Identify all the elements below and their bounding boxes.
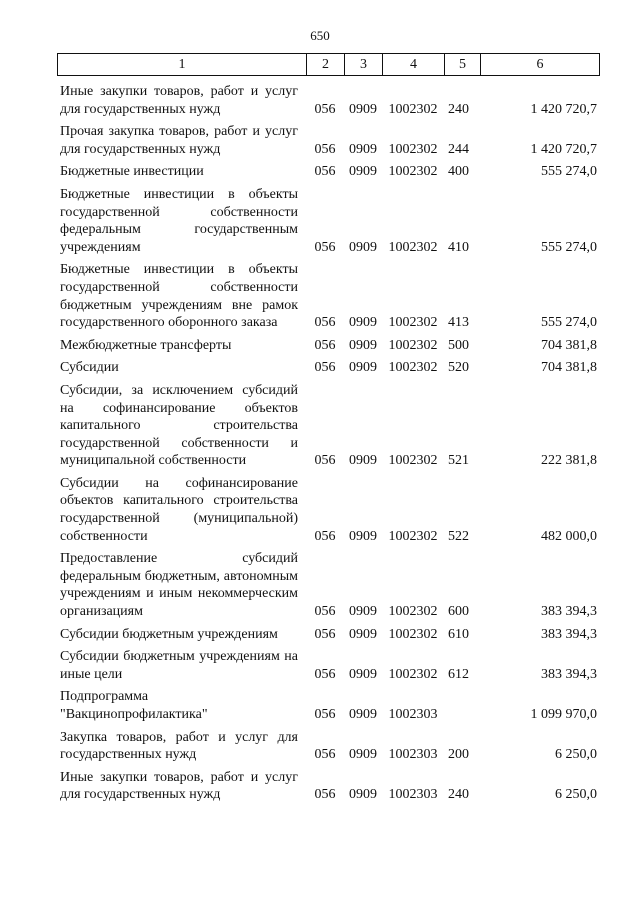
table-row — [57, 545, 599, 620]
row-gr-code: 056 — [314, 337, 336, 353]
row-name: Субсидии — [60, 360, 119, 376]
header-col-2: 2 — [307, 54, 345, 76]
row-section-code: 0909 — [349, 747, 377, 763]
row-section-code: 0909 — [349, 239, 377, 255]
row-target-code: 1002302 — [388, 164, 438, 180]
row-target-code: 1002303 — [388, 787, 438, 803]
row-section-code: 0909 — [349, 604, 377, 620]
header-row — [58, 54, 600, 76]
row-gr-code: 056 — [314, 528, 336, 544]
row-gr-code: 056 — [314, 101, 336, 117]
row-section-code: 0909 — [349, 666, 377, 682]
table-row — [57, 354, 599, 377]
row-target-code: 1002303 — [388, 747, 438, 763]
row-expense-type-code: 600 — [448, 604, 469, 620]
row-gr-code: 056 — [314, 164, 336, 180]
row-target-code: 1002302 — [388, 315, 438, 331]
row-section-code: 0909 — [349, 337, 377, 353]
row-amount: 482 000,0 — [541, 528, 597, 544]
row-name: Иные закупки товаров, работ и услуг для государственных нужд — [60, 84, 298, 117]
row-name: Субсидии на софинансирование объектов капитального строительства государственной (муниципальной) собственности — [60, 475, 298, 544]
row-target-code: 1002302 — [388, 141, 438, 157]
row-gr-code: 056 — [314, 747, 336, 763]
table-row — [57, 621, 599, 644]
budget-table — [57, 78, 599, 804]
table-row — [57, 643, 599, 683]
row-amount: 555 274,0 — [541, 164, 597, 180]
row-section-code: 0909 — [349, 101, 377, 117]
row-section-code: 0909 — [349, 360, 377, 376]
row-name: Субсидии бюджетным учреждениям — [60, 626, 278, 642]
row-gr-code: 056 — [314, 604, 336, 620]
table-row — [57, 332, 599, 355]
row-target-code: 1002302 — [388, 604, 438, 620]
row-name: Бюджетные инвестиции в объекты государственной собственности федеральным государственным учреждениям — [60, 186, 298, 255]
row-amount: 1 099 970,0 — [530, 707, 597, 722]
table-row — [57, 78, 599, 118]
row-target-code: 1002302 — [388, 239, 438, 255]
row-expense-type-code: 400 — [448, 164, 469, 180]
row-target-code: 1002303 — [388, 707, 438, 722]
row-expense-type-code: 410 — [448, 239, 469, 255]
table-header — [57, 53, 600, 76]
row-target-code: 1002302 — [388, 626, 438, 642]
row-name: Прочая закупка товаров, работ и услуг для государственных нужд — [60, 124, 298, 157]
row-expense-type-code: 240 — [448, 787, 469, 803]
row-amount: 6 250,0 — [555, 787, 597, 803]
row-expense-type-code: 413 — [448, 315, 469, 331]
row-expense-type-code: 612 — [448, 666, 469, 682]
row-name: Подпрограмма "Вакцинопрофилактика" — [60, 689, 208, 722]
table-row — [57, 764, 599, 804]
row-section-code: 0909 — [349, 787, 377, 803]
row-amount: 1 420 720,7 — [530, 141, 597, 157]
row-target-code: 1002302 — [388, 528, 438, 544]
row-target-code: 1002302 — [388, 360, 438, 376]
row-gr-code: 056 — [314, 360, 336, 376]
row-gr-code: 056 — [314, 626, 336, 642]
row-expense-type-code: 610 — [448, 626, 469, 642]
row-name: Субсидии, за исключением субсидий на софинансирование объектов капитального строительства государственной собственности и муниципальной собственности — [60, 382, 298, 469]
row-name: Закупка товаров, работ и услуг для государственных нужд — [60, 729, 298, 763]
row-amount: 704 381,8 — [541, 360, 597, 376]
row-expense-type-code: 244 — [448, 141, 469, 157]
row-expense-type-code — [444, 683, 480, 723]
row-gr-code: 056 — [314, 315, 336, 331]
row-amount: 383 394,3 — [541, 604, 597, 620]
row-name: Иные закупки товаров, работ и услуг для государственных нужд — [60, 769, 298, 803]
row-section-code: 0909 — [349, 453, 377, 469]
row-name: Предоставление субсидий федеральным бюджетным, автономным учреждениям и иным некоммерческим организациям — [60, 551, 298, 620]
row-target-code: 1002302 — [388, 666, 438, 682]
row-section-code: 0909 — [349, 626, 377, 642]
row-name: Межбюджетные трансферты — [60, 337, 232, 353]
row-section-code: 0909 — [349, 164, 377, 180]
table-row — [57, 724, 599, 764]
table-row — [57, 256, 599, 331]
row-gr-code: 056 — [314, 666, 336, 682]
table-row — [57, 118, 599, 158]
row-gr-code: 056 — [314, 787, 336, 803]
row-section-code: 0909 — [349, 528, 377, 544]
row-amount: 704 381,8 — [541, 337, 597, 353]
budget-table-body — [57, 78, 599, 804]
table-row — [57, 158, 599, 181]
row-name: Бюджетные инвестиции — [60, 164, 204, 180]
row-amount: 383 394,3 — [541, 666, 597, 682]
row-gr-code: 056 — [314, 141, 336, 157]
row-target-code: 1002302 — [388, 101, 438, 117]
row-amount: 383 394,3 — [541, 626, 597, 642]
row-expense-type-code: 200 — [448, 747, 469, 763]
header-col-6: 6 — [481, 54, 600, 76]
table-row — [57, 683, 599, 723]
row-gr-code: 056 — [314, 239, 336, 255]
table-row — [57, 470, 599, 545]
row-amount: 555 274,0 — [541, 315, 597, 331]
page-number: 650 — [310, 28, 330, 43]
row-section-code: 0909 — [349, 141, 377, 157]
row-amount: 6 250,0 — [555, 747, 597, 763]
row-expense-type-code: 522 — [448, 528, 469, 544]
row-target-code: 1002302 — [388, 337, 438, 353]
row-expense-type-code: 520 — [448, 360, 469, 376]
header-col-4: 4 — [383, 54, 445, 76]
row-section-code: 0909 — [349, 315, 377, 331]
header-col-5: 5 — [445, 54, 481, 76]
row-expense-type-code: 500 — [448, 337, 469, 353]
row-name: Бюджетные инвестиции в объекты государственной собственности бюджетным учреждениям вне рамок государственного оборонного заказа — [60, 262, 298, 331]
row-amount: 555 274,0 — [541, 239, 597, 255]
header-col-1: 1 — [58, 54, 307, 76]
table-row — [57, 181, 599, 256]
header-col-3: 3 — [345, 54, 383, 76]
row-expense-type-code: 240 — [448, 101, 469, 117]
row-gr-code: 056 — [314, 453, 336, 469]
table-row — [57, 377, 599, 470]
row-section-code: 0909 — [349, 707, 377, 722]
row-name: Субсидии бюджетным учреждениям на иные цели — [60, 649, 298, 682]
row-target-code: 1002302 — [388, 453, 438, 469]
row-amount: 222 381,8 — [541, 453, 597, 469]
row-gr-code: 056 — [314, 707, 336, 722]
row-expense-type-code: 521 — [448, 453, 469, 469]
row-amount: 1 420 720,7 — [530, 101, 597, 117]
